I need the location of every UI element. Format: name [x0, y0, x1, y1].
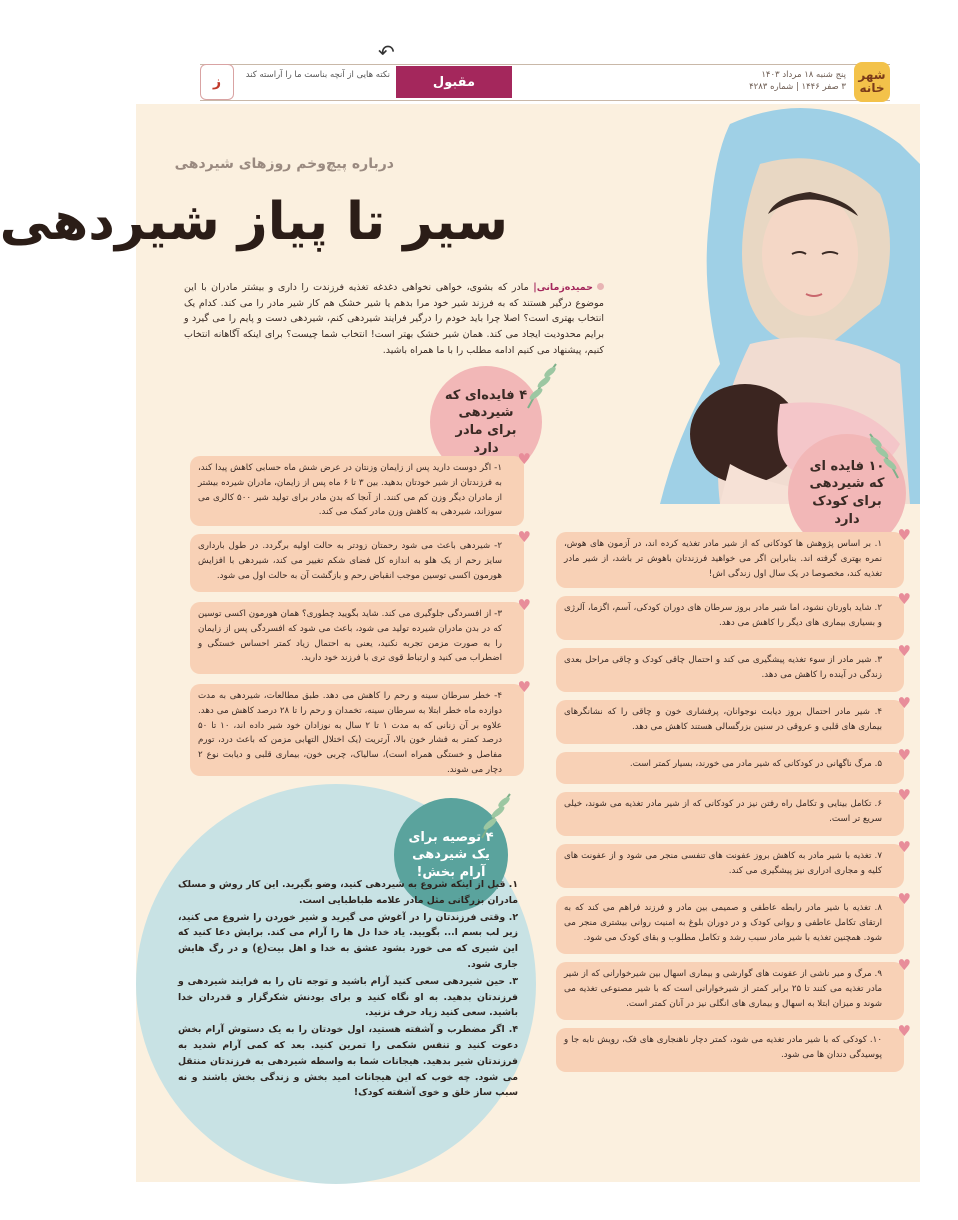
mother-benefit-1 [190, 450, 531, 526]
baby-benefit-6-text: ۶. تکامل بینایی و تکامل راه رفتن نیز در کودکانی که از شیر مادر تغذیه می شوند، خیلی سریع تر است. [564, 799, 882, 824]
baby-benefit-10-text: ۱۰. کودکی که با شیر مادر تغذیه می شود، کمتر دچار ناهنجاری های فک، رویش نابه جا و پوسیدگی دندان ها می شود. [564, 1035, 882, 1060]
heart-icon: ♥ [897, 890, 911, 908]
mother-benefit-4 [190, 678, 531, 776]
mother-benefit-2-text: ۲- شیردهی باعث می شود رحمتان زودتر به حالت اولیه برگردد. در طول بارداری سایز رحم از یک هلو به اندازه کل فضای شکم تغییر می کند، شیردهی با افزایش هورمون اکسی توسین موجب انقباض رحم و بازگشت آن به حالت اول می شود. [198, 541, 502, 581]
heart-icon: ♥ [897, 746, 911, 764]
mother-benefit-3-text: ۳- از افسردگی جلوگیری می کند. شاید بگویید چطوری؟ همان هورمون اکسی توسین که در بدن مادران شیرده تولید می شود، باعث می شود که افسردگی پس از زایمان را به صورت مزمن تجربه نکنید، یعنی به احتمال زیاد کمتر احساس خستگی و اضطراب می کنید و ارتباط قوی تری با فرزند خود دارید. [198, 609, 502, 664]
baby-benefit-9-text: ۹. مرگ و میر ناشی از عفونت های گوارشی و بیماری اسهال بین شیرخوارانی که از شیر مادر تغذیه می کنند تا ۲۵ برابر کمتر از شیرخوارانی است که با شیر مصنوعی تغذیه می شوند و میزان ابتلا به اسهال و بیماری های انگلی نیز در آنان کمتر است. [564, 969, 882, 1009]
heart-icon: ♥ [517, 528, 531, 546]
header-bottom-rule [200, 100, 890, 101]
leaf-icon [474, 790, 514, 840]
bullet-dot-icon [597, 283, 604, 290]
mother-benefit-1-text: ۱- اگر دوست دارید پس از زایمان وزنتان در عرض شش ماه حسابی کاهش پیدا کند، به فرزندتان از شیر خودتان بدهید. بین ۳ تا ۶ ماه پس از زایمان، مادران شیرده بیشتر از مادران دیگر وزن کم می کنند. از آنجا که بدن مادر برای تولید شیر ۵۰۰ کالری می سوزاند، شیردهی به کاهش وزن مادر کمک می کند. [198, 463, 502, 518]
byline: حمیده‌زمانی| [533, 282, 593, 293]
baby-benefit-4-text: ۴. شیر مادر احتمال بروز دیابت نوجوانان، پرفشاری خون و چاقی را که نشانگرهای بیماری های قلبی و عروقی در سنین بزرگسالی هستند کاهش می دهد. [564, 707, 882, 732]
baby-benefit-8-text: ۸. تغذیه با شیر مادر رابطه عاطفی و صمیمی بین مادر و فرزند فراهم می کند که به ارتقای تکامل عاطفی و روانی کودک و در دوران بلوغ به امنیت روانی بیشتری منجر می شود. همچنین تغذیه با شیر مادر سبب رشد و تکامل مطلوب و بقای کودک می شود. [564, 903, 882, 943]
mother-benefits-heading: ۴ فایده‌ای که شیردهی برای مادر دارد [444, 387, 528, 456]
tip-1: ۱. قبل از اینکه شروع به شیردهی کنید، وضو بگیرید. این کار روش و مسلک مادران بزرگانی مثل مادر علامه طباطبایی است. [178, 879, 518, 906]
tip-4: ۴. اگر مضطرب و آشفته هستید، اول خودتان را به یک دستوش آرام بخش دعوت کنید و تنفس شکمی را تمرین کنید. بعد که کمی آرام شدید به فرزندتان شیر بدهید. هیجانات شما به واسطه شیردهی به فرزندتان منتقل می شود. چه خوب که این هیجانات امید بخش و زندگی بخش باشند و نه سبب ساز خلق و خوی آشفته کودک! [178, 1024, 518, 1099]
baby-benefit-2 [556, 590, 911, 640]
leaf-icon [520, 360, 560, 410]
mother-benefit-2 [190, 528, 531, 592]
leaf-icon [866, 430, 906, 480]
heart-icon: ♥ [517, 450, 531, 468]
heart-icon: ♥ [897, 956, 911, 974]
header-top-rule [200, 64, 890, 65]
baby-benefit-3-text: ۳. شیر مادر از سوء تغذیه پیشگیری می کند و احتمال چاقی کودک و چاقی مراحل بعدی زندگی در آینده را کاهش می دهد. [564, 655, 882, 680]
baby-benefit-4 [556, 694, 911, 744]
arrow-left-icon: ↶ [378, 40, 395, 64]
issue-date: پنج شنبه ۱۸ مرداد ۱۴۰۳ [761, 70, 846, 80]
baby-benefit-5-text: ۵. مرگ ناگهانی در کودکانی که شیر مادر می خورند، بسیار کمتر است. [629, 759, 882, 769]
article-kicker: درباره پیچ‌وخم روزهای شیردهی [174, 156, 394, 172]
tips-heading: ۴ توصیه برای یک شیردهی آرام بخش! [408, 829, 494, 880]
article-intro [184, 280, 604, 358]
tips-list [178, 877, 518, 1102]
mother-benefit-3 [190, 596, 531, 674]
baby-benefit-6 [556, 786, 911, 836]
tip-2: ۲. وقتی فرزندتان را در آغوش می گیرید و شیر خوردن را شروع می کنید، زیر لب بسم ا... بگویید. یاد خدا دل ها را آرام می کند. برایش دعا کنید که این شیری که می خورد بشود عشق به خدا و اهل بیت(ع) و در رگ هایش جاری شود. [178, 911, 518, 970]
section-seal: ز [200, 64, 234, 100]
tip-3: ۳. حین شیردهی سعی کنید آرام باشید و توجه تان را به فرایند شیردهی و فرزندتان بدهید. به او نگاه کنید و برای بودنش شکرگزار و قدردان خدا باشید. سعی کنید زیاد حرف نزنید. [178, 975, 518, 1019]
baby-benefit-10 [556, 1022, 911, 1072]
baby-benefit-5 [556, 746, 911, 784]
page-header [200, 64, 890, 102]
baby-benefit-3 [556, 642, 911, 692]
heart-icon: ♥ [517, 678, 531, 696]
baby-benefit-1-text: ۱. بر اساس پژوهش ها کودکانی که از شیر مادر تغذیه کرده اند، در آزمون های هوش، نمره بهتری گرفته اند. بنابراین اگر می خواهید فرزندتان باهوش تر باشد، از شیر مادر تغذیه کند، مخصوصا در یک سال اول زندگی اش! [564, 539, 882, 579]
heart-icon: ♥ [897, 526, 911, 544]
heart-icon: ♥ [897, 642, 911, 660]
article-title: سیر تا پیاز شیردهی [0, 192, 508, 252]
baby-benefit-7 [556, 838, 911, 888]
heart-icon: ♥ [897, 1022, 911, 1040]
baby-benefit-7-text: ۷. تغذیه با شیر مادر به کاهش بروز عفونت های تنفسی منجر می شود و از عفونت های کلیه و مجاری ادراری نیز پیشگیری می کند. [564, 851, 882, 876]
publication-logo: شهر خانه [854, 62, 890, 102]
article-panel [0, 104, 920, 1182]
intro-text: مادر که بشوی، خواهی نخواهی دغدغه تغذیه فرزندت را داری و بیشتر مادران با این موضوع درگیر هستند که به فرزند شیر خود مرا بدهم یا شیر خشک هم کار شیر مادر را می کند. کدام یک انتخاب بهتری است؟ اصلا چرا باید خودم را درگیر فرایند شیردهی کنم، شیردهی دست و پایم را می گیرد و برایم محدودیت ایجاد می کند. همان شیر خشک بهتر است! انتخاب شما چیست؟ برای اینکه آگاهانه انتخاب کنیم، پیشنهاد می کنیم ادامه مطلب را با ما همراه باشید. [184, 282, 604, 356]
baby-benefit-8 [556, 890, 911, 954]
section-tagline: نکته هایی از آنچه بناست ما را آراسته کند [245, 70, 390, 80]
heart-icon: ♥ [897, 590, 911, 608]
heart-icon: ♥ [897, 786, 911, 804]
baby-benefits-heading: ۱۰ فایده ای که شیردهی برای کودک دارد [809, 458, 885, 527]
heart-icon: ♥ [897, 694, 911, 712]
heart-icon: ♥ [517, 596, 531, 614]
baby-benefit-9 [556, 956, 911, 1020]
section-rubric: مقبول [396, 66, 512, 98]
mother-benefit-4-text: ۴- خطر سرطان سینه و رحم را کاهش می دهد. طبق مطالعات، شیردهی به مدت دوازده ماه خطر ابتلا به سرطان سینه، تخمدان و رحم را تا ۲۸ درصد کاهش می دهد. علاوه بر آن زنانی که به مدت ۱ تا ۲ سال به نوزادان خود شیر داده اند، ۱۰ تا ۵۰ درصد کمتر به فشار خون بالا، آرتریت (یک اختلال التهابی مزمن که باعث درد، تورم مفاصل و خستگی همراه است)، سالیاک، چربی خون، بیماری قلبی و دیابت نوع ۲ دچار می شوند. [198, 691, 503, 775]
issue-number: ۳ صفر ۱۴۴۶ | شماره ۴۲۸۳ [749, 81, 846, 92]
heart-icon: ♥ [897, 838, 911, 856]
baby-benefit-1 [556, 526, 911, 588]
baby-benefit-2-text: ۲. شاید باورتان نشود، اما شیر مادر بروز سرطان های دوران کودکی، آسم، اگزما، آلرژی و بسیاری بیماری های دیگر را کاهش می دهد. [564, 603, 882, 628]
issue-info [749, 70, 846, 94]
